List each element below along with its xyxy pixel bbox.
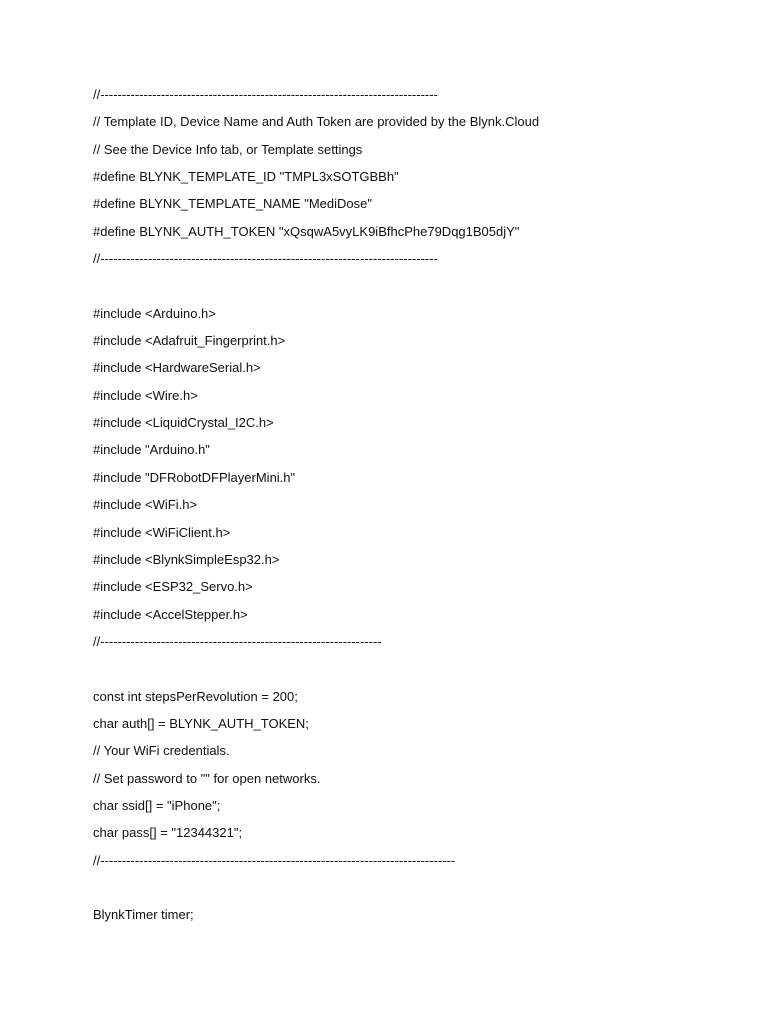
include-line: #include <AccelStepper.h> xyxy=(93,606,248,622)
code-line: const int stepsPerRevolution = 200; xyxy=(93,688,298,704)
separator-comment: //------------------------------------------------------------------------------ xyxy=(93,87,438,102)
code-comment: // Your WiFi credentials. xyxy=(93,743,230,759)
code-line: char auth[] = BLYNK_AUTH_TOKEN; xyxy=(93,715,309,731)
separator-comment: //---------------------------------------------------------------------------------- xyxy=(93,852,456,868)
document-page xyxy=(93,85,733,933)
blank-line xyxy=(93,276,733,303)
code-comment: // Set password to "" for open networks. xyxy=(93,770,321,786)
code-comment: // Template ID, Device Name and Auth Token are provided by the Blynk.Cloud xyxy=(93,114,540,130)
separator-comment: //------------------------------------------------------------------------------ xyxy=(93,251,438,267)
define-template-name: #define BLYNK_TEMPLATE_NAME "MediDose" xyxy=(93,196,372,212)
define-auth-token: #define BLYNK_AUTH_TOKEN "xQsqwA5vyLK9iBfhcPhe79Dqg1B05djY" xyxy=(93,223,520,239)
include-line: #include <ESP32_Servo.h> xyxy=(93,579,253,595)
code-line: char ssid[] = "iPhone"; xyxy=(93,797,221,813)
include-line: #include "Arduino.h" xyxy=(93,442,210,458)
include-line: #include <Arduino.h> xyxy=(93,305,216,321)
blank-line xyxy=(93,878,733,905)
code-line: char pass[] = "12344321"; xyxy=(93,825,243,841)
include-line: #include "DFRobotDFPlayerMini.h" xyxy=(93,469,296,485)
include-line: #include <WiFi.h> xyxy=(93,497,198,513)
include-line: #include <WiFiClient.h> xyxy=(93,524,231,540)
include-line: #include <LiquidCrystal_I2C.h> xyxy=(93,415,274,431)
include-line: #include <BlynkSimpleEsp32.h> xyxy=(93,551,280,567)
code-comment: // See the Device Info tab, or Template settings xyxy=(93,141,363,157)
code-line: BlynkTimer timer; xyxy=(93,907,194,923)
include-line: #include <Wire.h> xyxy=(93,387,198,403)
separator-comment: //----------------------------------------------------------------- xyxy=(93,633,382,649)
include-line: #include <Adafruit_Fingerprint.h> xyxy=(93,333,286,349)
define-template-id: #define BLYNK_TEMPLATE_ID "TMPL3xSOTGBBh" xyxy=(93,169,399,185)
blank-line xyxy=(93,659,733,686)
include-line: #include <HardwareSerial.h> xyxy=(93,360,261,376)
